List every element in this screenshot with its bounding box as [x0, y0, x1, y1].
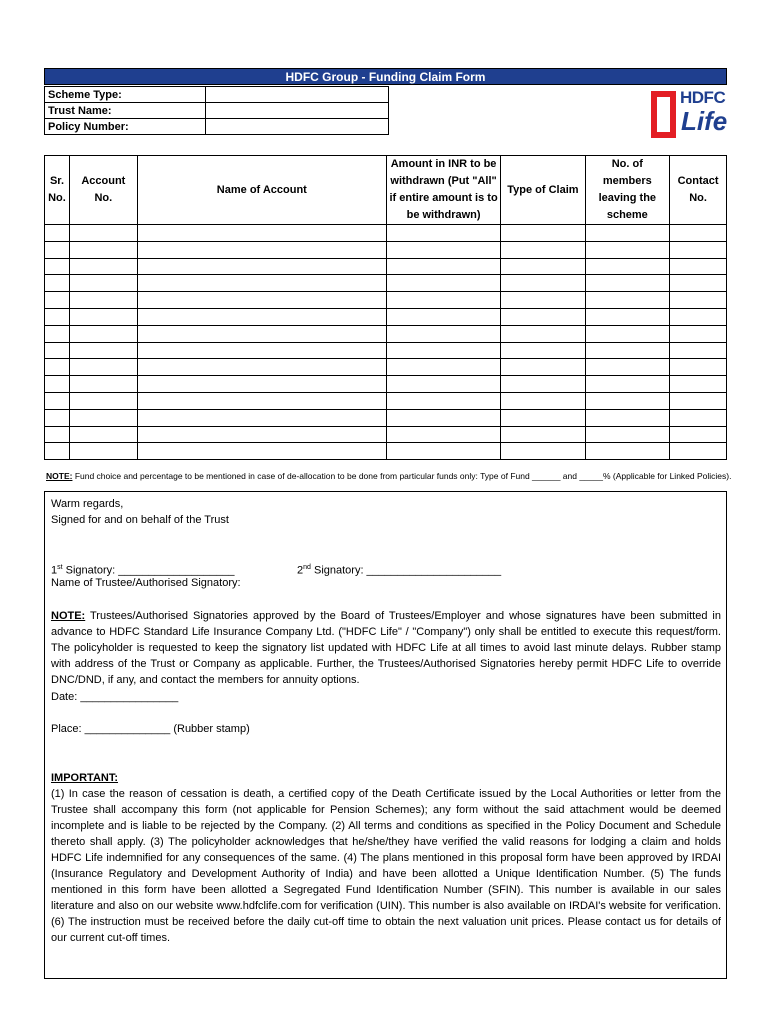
scheme-info-table — [44, 86, 389, 135]
fund-note-label: NOTE: — [46, 471, 73, 481]
claims-table — [44, 155, 727, 460]
table-cell[interactable] — [501, 426, 585, 443]
table-cell[interactable] — [45, 292, 70, 309]
table-row — [45, 225, 727, 242]
table-cell[interactable] — [69, 308, 137, 325]
claims-table-body — [45, 225, 727, 460]
table-cell[interactable] — [386, 325, 500, 342]
table-cell[interactable] — [386, 241, 500, 258]
second-signatory-line[interactable] — [297, 560, 501, 579]
table-cell[interactable] — [137, 258, 386, 275]
warm-regards: Warm regards, — [51, 498, 124, 510]
table-cell[interactable] — [69, 225, 137, 242]
table-cell[interactable] — [69, 275, 137, 292]
second-signatory-sup: nd — [303, 564, 311, 571]
table-cell[interactable] — [386, 225, 500, 242]
second-signatory-text: Signatory: ______________________ — [310, 564, 502, 577]
table-cell[interactable] — [45, 342, 70, 359]
table-row — [45, 275, 727, 292]
form-title: HDFC Group - Funding Claim Form — [44, 68, 727, 85]
table-cell[interactable] — [501, 359, 585, 376]
signed-on-behalf: Signed for and on behalf of the Trust — [51, 514, 229, 526]
trustees-note-text: Trustees/Authorised Signatories approved by the Board of Trustees/Employer and whose signatures have been submitted in advance to HDFC Standard Life Insurance Company Ltd. ("HDFC Life" / "Company") only shall be entitled to execute this request/form. The policyholder is requested to keep the signatory list updated with HDFC Life at all times to avoid last minute delays. Rubber stamp with address of the Trust or Company as applicable. Further, the Trustees/Authorised Signatories hereby permit HDFC Life to override DNC/DND, if any, and contact the members for annuity options. — [51, 610, 721, 686]
table-row — [45, 359, 727, 376]
table-cell[interactable] — [137, 225, 386, 242]
table-cell[interactable] — [69, 409, 137, 426]
table-cell[interactable] — [670, 376, 727, 393]
table-cell[interactable] — [585, 342, 670, 359]
table-cell[interactable] — [137, 376, 386, 393]
table-cell[interactable] — [670, 258, 727, 275]
table-cell[interactable] — [69, 392, 137, 409]
table-row — [45, 426, 727, 443]
col-contact-no: Contact No. — [670, 156, 727, 225]
table-cell[interactable] — [386, 275, 500, 292]
table-cell[interactable] — [69, 376, 137, 393]
table-cell[interactable] — [585, 241, 670, 258]
table-cell[interactable] — [585, 292, 670, 309]
table-cell[interactable] — [670, 275, 727, 292]
table-row — [45, 392, 727, 409]
table-cell[interactable] — [45, 426, 70, 443]
table-cell[interactable] — [386, 376, 500, 393]
col-account-no: Account No. — [69, 156, 137, 225]
table-cell[interactable] — [501, 308, 585, 325]
table-cell[interactable] — [69, 342, 137, 359]
table-cell[interactable] — [670, 241, 727, 258]
logo-text-hdfc: HDFC — [680, 88, 726, 107]
table-cell[interactable] — [585, 258, 670, 275]
table-cell[interactable] — [386, 359, 500, 376]
table-row — [45, 342, 727, 359]
table-row — [45, 443, 727, 460]
table-cell[interactable] — [670, 308, 727, 325]
policy-number-label: Policy Number: — [45, 119, 206, 135]
table-cell[interactable] — [45, 241, 70, 258]
table-cell[interactable] — [137, 292, 386, 309]
table-cell[interactable] — [501, 376, 585, 393]
table-cell[interactable] — [585, 443, 670, 460]
table-cell[interactable] — [585, 275, 670, 292]
table-cell[interactable] — [670, 342, 727, 359]
first-signatory-text: Signatory: ___________________ — [62, 564, 235, 577]
table-cell[interactable] — [45, 308, 70, 325]
scheme-type-field[interactable] — [206, 87, 389, 103]
trustee-name-label: Name of Trustee/Authorised Signatory: — [51, 577, 241, 589]
table-cell[interactable] — [670, 443, 727, 460]
table-cell[interactable] — [45, 225, 70, 242]
table-cell[interactable] — [501, 392, 585, 409]
scheme-type-label: Scheme Type: — [45, 87, 206, 103]
table-cell[interactable] — [501, 292, 585, 309]
table-cell[interactable] — [670, 426, 727, 443]
table-cell[interactable] — [45, 275, 70, 292]
table-cell[interactable] — [501, 225, 585, 242]
table-cell[interactable] — [45, 392, 70, 409]
table-cell[interactable] — [585, 409, 670, 426]
table-cell[interactable] — [585, 392, 670, 409]
table-cell[interactable] — [69, 325, 137, 342]
table-cell[interactable] — [137, 308, 386, 325]
table-cell[interactable] — [501, 342, 585, 359]
table-cell[interactable] — [69, 241, 137, 258]
col-type-of-claim: Type of Claim — [501, 156, 585, 225]
table-cell[interactable] — [585, 359, 670, 376]
date-field[interactable]: Date: ________________ — [51, 691, 179, 703]
table-cell[interactable] — [137, 359, 386, 376]
table-cell[interactable] — [137, 443, 386, 460]
signatory-box — [44, 491, 727, 979]
trustees-note — [51, 608, 721, 688]
table-cell[interactable] — [501, 275, 585, 292]
table-cell[interactable] — [69, 443, 137, 460]
table-row — [45, 241, 727, 258]
logo-text-life: Life — [681, 106, 728, 136]
table-cell[interactable] — [137, 426, 386, 443]
col-sr-no: Sr. No. — [45, 156, 70, 225]
table-cell[interactable] — [45, 258, 70, 275]
first-signatory-sup: st — [57, 564, 63, 571]
hdfc-life-logo — [651, 88, 727, 148]
table-cell[interactable] — [670, 292, 727, 309]
claims-table-header — [45, 156, 727, 225]
table-cell[interactable] — [137, 342, 386, 359]
trust-name-field[interactable] — [206, 103, 389, 119]
table-cell[interactable] — [69, 258, 137, 275]
table-cell[interactable] — [45, 443, 70, 460]
fund-note — [46, 471, 731, 481]
table-row — [45, 258, 727, 275]
table-cell[interactable] — [69, 426, 137, 443]
table-cell[interactable] — [670, 359, 727, 376]
trustees-note-label: NOTE: — [51, 610, 86, 622]
table-row — [45, 409, 727, 426]
important-text: (1) In case the reason of cessation is death, a certified copy of the Death Certificate issued by the Local Authorities or letter from the Trustee shall accompany this form (not applicable for Pension Schemes); any form without the said attachment would be deemed incomplete and is liable to be rejected by the Company. (2) All terms and conditions as specified in the Policy Document and Schedule thereto shall apply. (3) The policyholder acknowledges that he/she/they have verified the valid reasons for lodging a claim and holds HDFC Life indemnified for any consequences of the same. (4) The plans mentioned in this proposal form have been approved by IRDAI (Insurance Regulatory and Development Authority of India) and have been allotted a Unique Identification Number. (5) The funds mentioned in this form have been allotted a Segregated Fund Identification Number (SFIN). This number is available in our sales literature and also on our website www.hdfclife.com for verification (UIN). This number is also available on IRDAI's website for verification. (6) The instruction must be received before the daily cut-off time to obtain the next valuation unit prices. Please contact us for details of our current cut-off times. — [51, 788, 721, 944]
table-cell[interactable] — [501, 409, 585, 426]
table-cell[interactable] — [45, 359, 70, 376]
table-cell[interactable] — [137, 325, 386, 342]
table-cell[interactable] — [670, 409, 727, 426]
table-cell[interactable] — [45, 325, 70, 342]
first-signatory-number: 1 — [51, 564, 58, 577]
table-cell[interactable] — [386, 392, 500, 409]
table-cell[interactable] — [501, 443, 585, 460]
table-cell[interactable] — [386, 258, 500, 275]
col-members-leaving: No. of members leaving the scheme — [585, 156, 670, 225]
table-cell[interactable] — [501, 325, 585, 342]
table-cell[interactable] — [137, 409, 386, 426]
table-cell[interactable] — [137, 241, 386, 258]
table-cell[interactable] — [670, 225, 727, 242]
table-cell[interactable] — [69, 292, 137, 309]
policy-number-field[interactable] — [206, 119, 389, 135]
important-heading: IMPORTANT: — [51, 772, 119, 784]
table-cell[interactable] — [45, 376, 70, 393]
table-row — [45, 376, 727, 393]
table-cell[interactable] — [585, 308, 670, 325]
table-cell[interactable] — [670, 325, 727, 342]
table-cell[interactable] — [585, 426, 670, 443]
logo-mark-icon — [651, 91, 676, 138]
table-cell[interactable] — [386, 308, 500, 325]
table-cell[interactable] — [585, 325, 670, 342]
table-row — [45, 292, 727, 309]
place-field[interactable]: Place: ______________ (Rubber stamp) — [51, 723, 250, 735]
fund-note-text: Fund choice and percentage to be mentioned in case of de-allocation to be done from particular funds only: Type of Fund ______ and _____% (Applicable for Linked Policies). — [72, 471, 732, 481]
table-cell[interactable] — [386, 426, 500, 443]
table-cell[interactable] — [386, 342, 500, 359]
table-cell[interactable] — [69, 359, 137, 376]
table-cell[interactable] — [585, 225, 670, 242]
table-cell[interactable] — [386, 292, 500, 309]
table-cell[interactable] — [501, 258, 585, 275]
table-row — [45, 325, 727, 342]
second-signatory-number: 2 — [297, 564, 304, 577]
table-cell[interactable] — [501, 241, 585, 258]
table-cell[interactable] — [670, 392, 727, 409]
col-name-of-account: Name of Account — [137, 156, 386, 225]
col-amount: Amount in INR to be withdrawn (Put "All" if entire amount is to be withdrawn) — [386, 156, 500, 225]
trust-name-label: Trust Name: — [45, 103, 206, 119]
table-cell[interactable] — [137, 392, 386, 409]
table-cell[interactable] — [137, 275, 386, 292]
table-cell[interactable] — [45, 409, 70, 426]
table-cell[interactable] — [386, 409, 500, 426]
table-cell[interactable] — [585, 376, 670, 393]
table-cell[interactable] — [386, 443, 500, 460]
table-row — [45, 308, 727, 325]
